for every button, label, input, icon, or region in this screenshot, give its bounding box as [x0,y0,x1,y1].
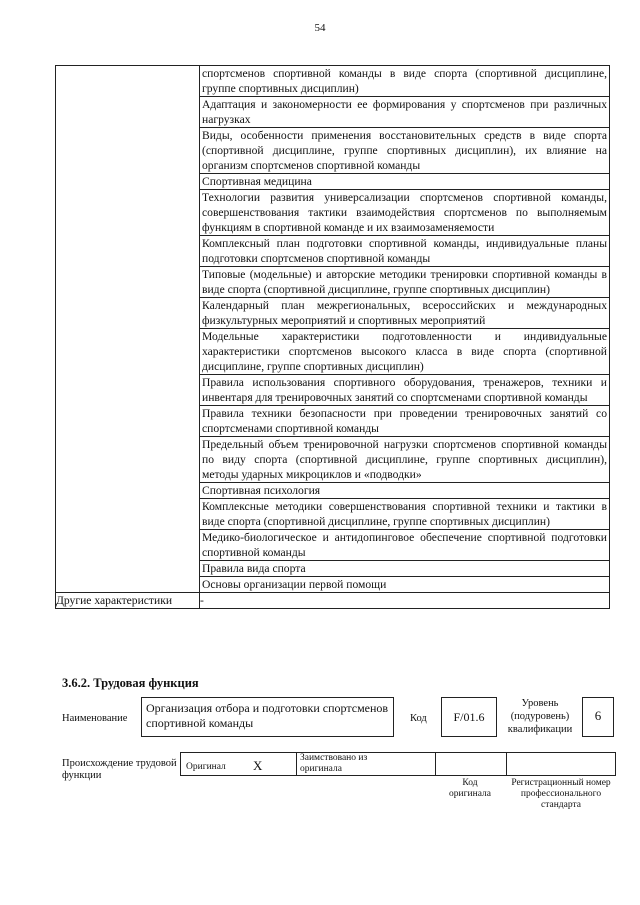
origin-divider [296,752,297,776]
original-mark: X [253,758,263,773]
other-characteristics-row [56,593,610,609]
knowledge-item: Адаптация и закономерности ее формирования у спортсменов при различных нагрузках [202,98,607,126]
registration-number-caption: Регистрационный номер профессионального стандарта [511,778,611,810]
knowledge-item: Правила техники безопасности при проведении тренировочных занятий со спортсменами спортивной команды [202,407,607,435]
knowledge-item: Типовые (модельные) и авторские методики тренировки спортивной команды в виде спорта (спортивной дисциплине, группе спортивных дисциплин) [202,268,607,296]
knowledge-item: Календарный план межрегиональных, всероссийских и международных физкультурных мероприятий и спортивных мероприятий [202,299,607,327]
page-number: 54 [314,22,326,34]
original-label: Оригинал [186,762,226,772]
knowledge-table [55,65,610,609]
knowledge-item: Комплексные методики совершенствования спортивной техники и тактики в виде спорта (спортивной дисциплине, группе спортивных дисциплин) [202,500,607,528]
knowledge-items [200,66,609,592]
knowledge-item: Комплексный план подготовки спортивной команды, индивидуальные планы подготовки спортсменов спортивной команды [202,237,607,265]
name-value: Организация отбора и подготовки спортсменов спортивной команды [146,701,389,730]
knowledge-item: Технологии развития универсализации спортсменов спортивной команды, совершенствования тактики взаимодействия спортсменов по выполняемым функциям в спортивной команде и их взаимозаменяемости [202,191,607,234]
other-characteristics-value: - [200,593,610,609]
knowledge-row [56,66,610,593]
origin-label: Происхождение трудовой функции [62,758,177,781]
knowledge-item: Правила использования спортивного оборудования, тренажеров, техники и инвентаря для тренировочных занятий со спортсменами спортивной команды [202,376,607,404]
name-label: Наименование [62,713,128,724]
knowledge-label-cell [56,66,200,593]
knowledge-item: Модельные характеристики подготовленности и индивидуальные характеристики спортсменов высокого класса в виде спорта (спортивной дисциплине, группе спортивных дисциплин) [202,330,607,373]
code-original-caption: Код оригинала [449,778,491,799]
knowledge-item: Спортивная медицина [200,174,609,190]
knowledge-item: Виды, особенности применения восстановительных средств в виде спорта (спортивной дисциплине, группе спортивных дисциплин), их влияние на организм спортсменов спортивной команды [202,129,607,172]
origin-divider [506,752,507,776]
section-heading: 3.6.2. Трудовая функция [62,676,199,690]
knowledge-items-cell [200,66,610,593]
level-value: 6 [594,708,602,723]
knowledge-item: Предельный объем тренировочной нагрузки спортсменов спортивной команды по виду спорта (спортивной дисциплине, группе спортивных дисциплин), методы ударных микроциклов и «подводки» [202,438,607,481]
knowledge-item: Основы организации первой помощи [202,578,387,591]
knowledge-item: Спортивная психология [200,483,609,499]
other-characteristics-label: Другие характеристики [56,593,200,609]
code-label: Код [410,713,427,724]
level-label: Уровень (подуровень) квалификации [507,698,573,735]
knowledge-item: Медико-биологическое и антидопинговое обеспечение спортивной подготовки спортивной команды [202,531,607,559]
knowledge-item: Правила вида спорта [200,561,609,577]
knowledge-item: спортсменов спортивной команды в виде спорта (спортивной дисциплине, группе спортивных дисциплин) [202,67,607,95]
code-value: F/01.6 [453,710,485,724]
borrowed-label: Заимствовано из оригинала [300,753,368,774]
origin-divider [435,752,436,776]
